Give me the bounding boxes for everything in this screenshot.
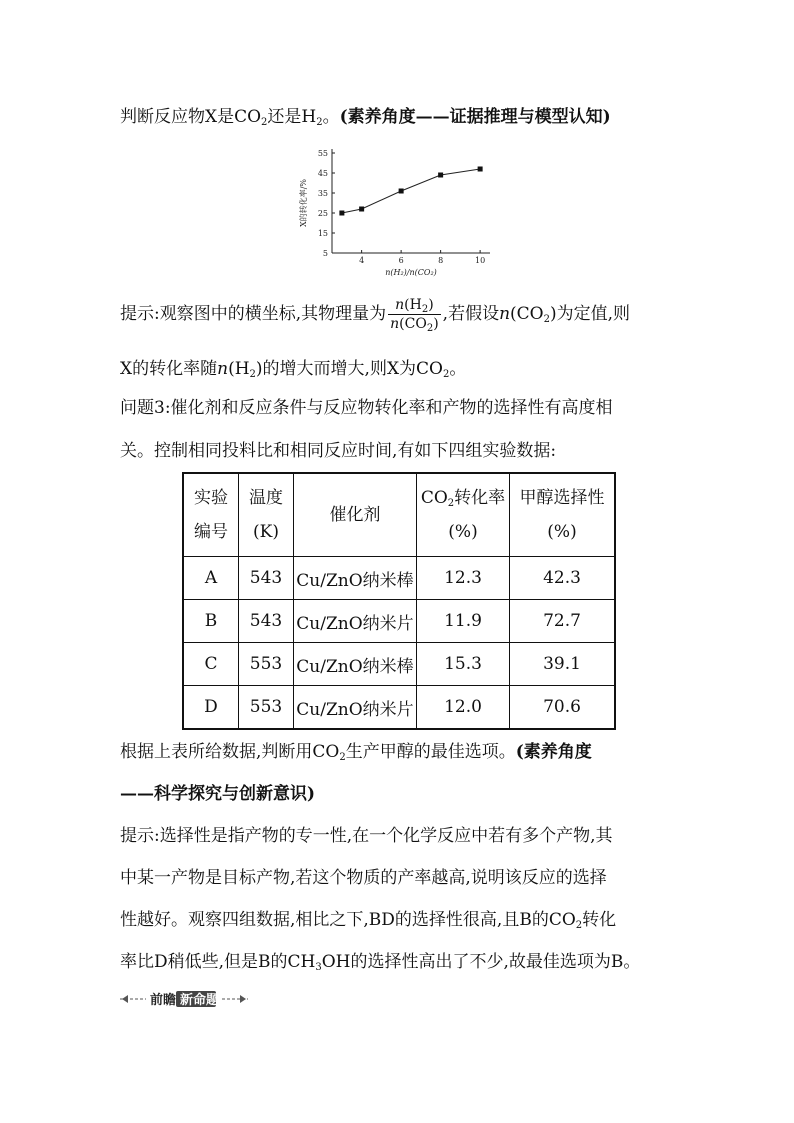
text: 。 — [322, 107, 340, 127]
question-3-line-2: 关。控制相同投料比和相同反应时间,有如下四组实验数据: — [120, 441, 557, 461]
text: 。 — [449, 359, 467, 379]
hint-2-line-4 — [120, 951, 640, 973]
text: 实验 — [194, 488, 228, 508]
subscript: 2 — [339, 752, 346, 763]
text: ) — [433, 316, 439, 332]
series-line — [342, 169, 480, 213]
x-tick-label: 6 — [398, 256, 404, 265]
text: 转化率 — [454, 488, 506, 508]
header-experiment-id — [183, 473, 239, 557]
subscript: 2 — [447, 498, 455, 509]
header-temperature — [239, 473, 294, 557]
question-3-line-1: 问题3:催化剂和反应条件与反应物转化率和产物的选择性有高度相 — [120, 398, 613, 418]
text: n — [499, 304, 511, 324]
judge-line-2: ——科学探究与创新意识) — [120, 784, 316, 804]
text: (CO — [510, 304, 544, 324]
experiment-data-table — [182, 472, 616, 730]
hint-2-line-1: 提示:选择性是指产物的专一性,在一个化学反应中若有多个产物,其 — [120, 826, 613, 846]
x-tick-label: 4 — [359, 256, 365, 265]
cell-temperature: 543 — [239, 600, 294, 643]
hint-2-line-2: 中某一产物是目标产物,若这个物质的产率越高,说明该反应的选择 — [120, 868, 607, 888]
subscript: 2 — [421, 304, 429, 315]
header-methanol-selectivity — [510, 473, 616, 557]
conversion-chart — [290, 143, 500, 280]
table-header-row — [183, 473, 615, 557]
subscript: 2 — [261, 117, 268, 128]
data-point — [399, 189, 404, 194]
text: ) — [428, 297, 434, 313]
question-line-1 — [120, 106, 611, 128]
cell-conversion: 15.3 — [417, 643, 510, 686]
y-tick-label: 15 — [317, 229, 328, 238]
hint-1-line-2 — [120, 358, 466, 380]
competency-note: (素养角度 — [515, 742, 592, 762]
text: 还是H — [267, 107, 317, 127]
text: 温度 — [249, 488, 283, 508]
competency-note: (素养角度——证据推理与模型认知) — [339, 107, 611, 127]
text: 催化剂 — [329, 505, 381, 525]
text: 率比D稍低些,但是B的CH — [120, 952, 316, 972]
text: (H — [404, 297, 422, 313]
x-axis-label: n(H₂)/n(CO₂) — [385, 268, 437, 277]
text: (%) — [448, 522, 478, 542]
subscript: 3 — [315, 962, 322, 973]
cell-selectivity: 72.7 — [510, 600, 616, 643]
y-tick-label: 25 — [317, 209, 328, 218]
text: 转化 — [582, 910, 617, 930]
subscript: 2 — [426, 323, 434, 334]
cell-selectivity: 39.1 — [510, 643, 616, 686]
text: CO — [420, 488, 448, 508]
cell-id: A — [183, 557, 239, 600]
table-row — [183, 600, 615, 643]
hint-1-line-1 — [120, 294, 630, 334]
text: 根据上表所给数据,判断用CO — [120, 742, 340, 762]
text: n — [395, 297, 405, 313]
y-tick-label: 45 — [317, 169, 328, 178]
header-catalyst — [294, 473, 417, 557]
x-tick-label: 8 — [438, 256, 444, 265]
cell-selectivity: 70.6 — [510, 686, 616, 730]
data-point — [478, 167, 483, 172]
fraction-denominator — [388, 315, 441, 333]
text: 判断反应物X是CO — [120, 107, 262, 127]
text: 编号 — [194, 522, 228, 542]
text: ,若假设 — [442, 304, 500, 324]
text: (K) — [253, 522, 279, 542]
cell-catalyst: Cu/ZnO纳米棒 — [294, 557, 417, 600]
text: X的转化率随 — [120, 359, 218, 379]
text: )为定值,则 — [549, 304, 631, 324]
cell-catalyst: Cu/ZnO纳米片 — [294, 686, 417, 730]
cell-temperature: 543 — [239, 557, 294, 600]
text: 甲醇选择性 — [519, 488, 605, 508]
frontier-new-questions-badge — [118, 988, 250, 1010]
x-tick-label: 10 — [475, 256, 486, 265]
badge-text: 前瞻 新命题 — [150, 993, 220, 1008]
y-tick-label: 5 — [322, 249, 328, 258]
subscript: 2 — [443, 369, 450, 380]
cell-temperature: 553 — [239, 686, 294, 730]
arrow-right-icon — [240, 995, 246, 1003]
hint-2-line-3 — [120, 909, 616, 931]
cell-id: D — [183, 686, 239, 730]
cell-id: B — [183, 600, 239, 643]
subscript: 2 — [249, 369, 256, 380]
cell-catalyst: Cu/ZnO纳米片 — [294, 600, 417, 643]
data-point — [359, 207, 364, 212]
text: 生产甲醇的最佳选项。 — [345, 742, 516, 762]
cell-conversion: 12.0 — [417, 686, 510, 730]
text: 提示:观察图中的横坐标,其物理量为 — [120, 304, 387, 324]
cell-id: C — [183, 643, 239, 686]
text: n — [217, 359, 229, 379]
header-co2-conversion — [417, 473, 510, 557]
text: )的增大而增大,则X为CO — [255, 359, 443, 379]
subscript: 2 — [575, 920, 583, 931]
ratio-fraction — [388, 296, 441, 333]
table-row — [183, 686, 615, 730]
text: (%) — [547, 522, 577, 542]
arrow-left-icon — [122, 995, 128, 1003]
cell-temperature: 553 — [239, 643, 294, 686]
subscript: 2 — [543, 314, 550, 325]
cell-selectivity: 42.3 — [510, 557, 616, 600]
table-row — [183, 557, 615, 600]
y-axis-label: X的转化率/% — [299, 179, 308, 227]
text: 性越好。观察四组数据,相比之下,BD的选择性很高,且B的CO — [120, 910, 576, 930]
y-tick-label: 55 — [317, 149, 328, 158]
data-point — [339, 211, 344, 216]
table-row — [183, 643, 615, 686]
text: n — [390, 316, 400, 332]
subscript: 2 — [316, 117, 323, 128]
cell-catalyst: Cu/ZnO纳米棒 — [294, 643, 417, 686]
fraction-numerator — [388, 296, 441, 315]
judge-line-1 — [120, 741, 592, 763]
y-tick-label: 35 — [317, 189, 328, 198]
text: (H — [228, 359, 250, 379]
text: OH的选择性高出了不少,故最佳选项为B。 — [321, 952, 641, 972]
cell-conversion: 12.3 — [417, 557, 510, 600]
cell-conversion: 11.9 — [417, 600, 510, 643]
text: (CO — [399, 316, 427, 332]
data-point — [438, 173, 443, 178]
